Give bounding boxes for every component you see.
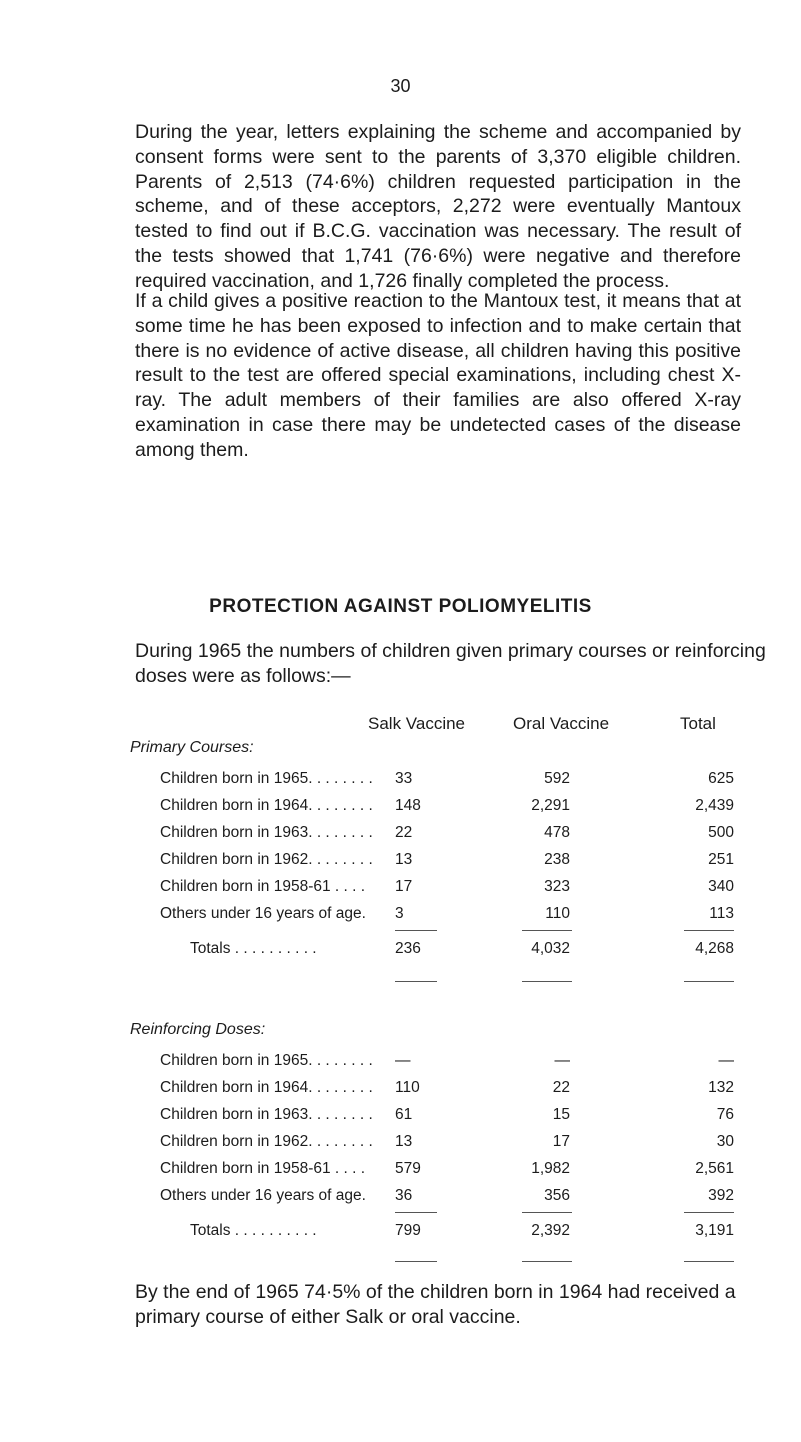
oral-value: 110 — [545, 905, 570, 922]
table-row — [0, 770, 801, 790]
table-row — [0, 1160, 801, 1180]
row-label: Children born in 1958-61 . . . . — [160, 878, 366, 895]
table-row — [0, 797, 801, 817]
oral-value: 323 — [544, 878, 570, 895]
table-row — [0, 1106, 801, 1126]
row-label: Children born in 1958-61 . . . . — [160, 1160, 366, 1177]
oral-value: 1,982 — [531, 1160, 570, 1177]
oral-value: 2,291 — [531, 797, 570, 814]
table-row — [0, 1079, 801, 1099]
intro-paragraph: During 1965 the numbers of children given primary courses or reinforcing doses were as follows:— — [135, 640, 766, 687]
salk-value: 3 — [395, 905, 404, 922]
salk-value: 110 — [395, 1079, 420, 1096]
divider — [395, 981, 437, 982]
divider — [522, 1212, 572, 1213]
total-value: 76 — [716, 1106, 734, 1123]
salk-value: 36 — [395, 1187, 413, 1204]
row-label: Children born in 1962. . . . . . . . — [160, 851, 373, 868]
salk-value: 148 — [395, 797, 421, 814]
total-value: 625 — [708, 770, 734, 787]
salk-total: 799 — [395, 1222, 421, 1239]
salk-value: 61 — [395, 1106, 413, 1123]
oral-total: 2,392 — [531, 1222, 570, 1239]
row-label: Children born in 1963. . . . . . . . — [160, 1106, 373, 1123]
salk-value: — — [395, 1052, 411, 1069]
total-value: 113 — [709, 905, 734, 922]
oral-value: 356 — [544, 1187, 570, 1204]
salk-total: 236 — [395, 940, 421, 957]
table-row — [0, 851, 801, 871]
table-row — [0, 824, 801, 844]
divider — [395, 1261, 437, 1262]
column-header-salk: Salk Vaccine — [368, 714, 466, 733]
table-row — [0, 1052, 801, 1072]
column-header-total: Total — [680, 714, 716, 733]
total-value: 340 — [708, 878, 734, 895]
row-label: Others under 16 years of age. — [160, 905, 366, 922]
total-value: 392 — [708, 1187, 734, 1204]
oral-value: 15 — [552, 1106, 570, 1123]
oral-value: — — [554, 1052, 570, 1069]
table-row — [0, 1187, 801, 1207]
salk-value: 13 — [395, 851, 413, 868]
row-label: Children born in 1965. . . . . . . . — [160, 770, 373, 787]
totals-label: Totals . . . . . . . . . . — [190, 1222, 317, 1239]
total-value: — — [718, 1052, 734, 1069]
divider — [684, 981, 734, 982]
salk-value: 579 — [395, 1160, 421, 1177]
total-value: 132 — [708, 1079, 734, 1096]
total-value: 2,439 — [695, 797, 734, 814]
totals-row — [0, 1222, 801, 1242]
salk-value: 33 — [395, 770, 413, 787]
total-value: 30 — [716, 1133, 734, 1150]
totals-row — [0, 940, 801, 960]
table-row — [0, 1133, 801, 1153]
closing-paragraph: By the end of 1965 74·5% of the children born in 1964 had received a primary course of either Salk or oral vaccine. — [135, 1281, 736, 1328]
divider — [684, 1261, 734, 1262]
total-value: 500 — [708, 824, 734, 841]
page-number: 30 — [390, 76, 411, 96]
divider — [684, 1212, 734, 1213]
row-label: Children born in 1965. . . . . . . . — [160, 1052, 373, 1069]
total-value: 251 — [708, 851, 734, 868]
salk-value: 13 — [395, 1133, 413, 1150]
totals-label: Totals . . . . . . . . . . — [190, 940, 317, 957]
divider — [395, 930, 437, 931]
table-row — [0, 878, 801, 898]
table-row — [0, 905, 801, 925]
divider — [522, 981, 572, 982]
reinforcing-doses-heading: Reinforcing Doses: — [130, 1021, 266, 1038]
oral-value: 17 — [552, 1133, 570, 1150]
divider — [684, 930, 734, 931]
oral-value: 592 — [544, 770, 570, 787]
paragraph-bcg-scheme: During the year, letters explaining the scheme and accompanied by consent forms were sent to the parents of 3,370 eligible children. Parents of 2,513 (74·6%) children requested participation in the scheme, and of these acceptors, 2,272 were eventually Mantoux tested to find out if B.C.G. vaccination was necessary. The result of the tests showed that 1,741 (76·6%) were negative and therefore required vaccination, and 1,726 finally completed the process. — [135, 121, 741, 292]
grand-total: 4,268 — [695, 940, 734, 957]
oral-value: 238 — [544, 851, 570, 868]
primary-courses-heading: Primary Courses: — [130, 739, 254, 756]
oral-value: 22 — [552, 1079, 570, 1096]
row-label: Children born in 1964. . . . . . . . — [160, 797, 373, 814]
oral-total: 4,032 — [531, 940, 570, 957]
column-header-oral: Oral Vaccine — [513, 714, 610, 733]
salk-value: 22 — [395, 824, 413, 841]
section-title: PROTECTION AGAINST POLIOMYELITIS — [209, 596, 592, 617]
divider — [395, 1212, 437, 1213]
row-label: Others under 16 years of age. — [160, 1187, 366, 1204]
oral-value: 478 — [544, 824, 570, 841]
row-label: Children born in 1962. . . . . . . . — [160, 1133, 373, 1150]
divider — [522, 1261, 572, 1262]
total-value: 2,561 — [695, 1160, 734, 1177]
salk-value: 17 — [395, 878, 413, 895]
grand-total: 3,191 — [695, 1222, 734, 1239]
row-label: Children born in 1963. . . . . . . . — [160, 824, 373, 841]
paragraph-mantoux-positive: If a child gives a positive reaction to the Mantoux test, it means that at some time he has been exposed to infection and to make certain that there is no evidence of active disease, all children having this positive result to the test are offered special examinations, including chest X-ray. The adult members of their families are also offered X-ray examination in case there may be undetected cases of the disease among them. — [135, 290, 741, 461]
row-label: Children born in 1964. . . . . . . . — [160, 1079, 373, 1096]
divider — [522, 930, 572, 931]
